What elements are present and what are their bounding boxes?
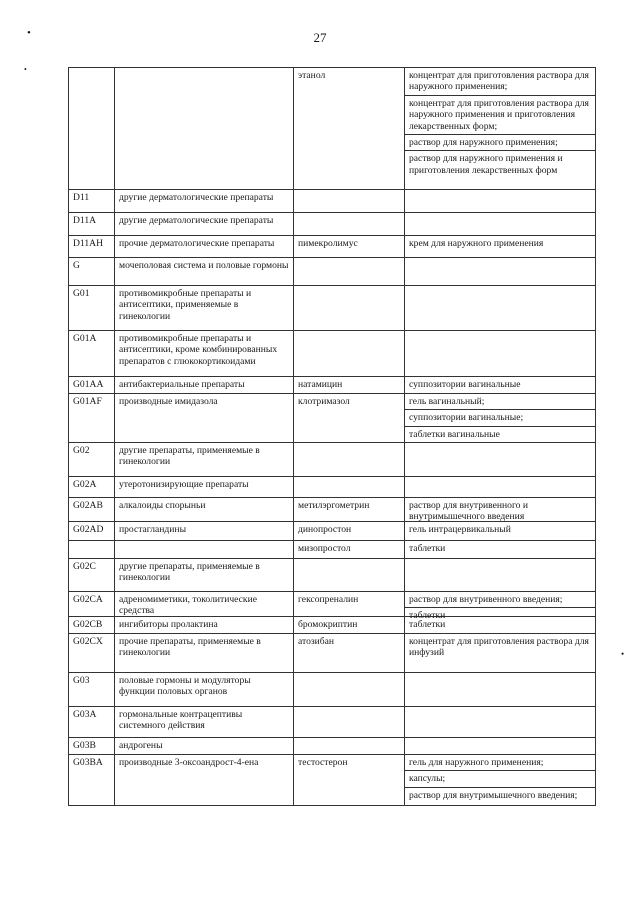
dosage-forms-cell <box>404 617 596 633</box>
group-name-cell: половые гормоны и модуляторы функции половых органов <box>114 673 293 706</box>
substance-cell: динопростон <box>293 522 404 540</box>
dosage-form: таблетки <box>405 607 595 623</box>
dosage-form: раствор для наружного применения; <box>405 134 595 150</box>
dosage-forms-cell <box>404 707 596 737</box>
substance-cell <box>293 190 404 212</box>
table-row <box>68 189 596 212</box>
atc-code-cell: G03A <box>68 707 114 737</box>
atc-code-cell: G <box>68 258 114 285</box>
group-name-cell: противомикробные препараты и антисептики, кроме комбинированных препаратов с глюкокортикоидами <box>114 331 293 376</box>
substance-cell: пимекролимус <box>293 236 404 257</box>
substance-cell <box>293 673 404 706</box>
atc-code-cell: G02 <box>68 443 114 476</box>
group-name-cell: простагландины <box>114 522 293 540</box>
table-row <box>68 67 596 189</box>
dosage-forms-cell <box>404 286 596 330</box>
dosage-form: капсулы; <box>405 770 595 786</box>
dosage-form: гель вагинальный; <box>409 396 485 407</box>
table-row <box>68 376 596 393</box>
atc-code-cell: G02CB <box>68 617 114 633</box>
dosage-form: гель интрацервикальный <box>409 524 511 535</box>
dosage-forms-cell <box>404 477 596 497</box>
drug-classification-table <box>68 67 596 806</box>
dosage-form <box>405 213 595 217</box>
dosage-form: раствор для наружного применения и приготовления лекарственных форм <box>405 150 595 178</box>
atc-code-cell <box>68 68 114 189</box>
group-name-cell: противомикробные препараты и антисептики, применяемые в гинекологии <box>114 286 293 330</box>
table-row <box>68 285 596 330</box>
substance-cell <box>293 258 404 285</box>
dosage-forms-cell <box>404 258 596 285</box>
group-name-cell: андрогены <box>114 738 293 754</box>
page-number: 27 <box>313 30 327 45</box>
table-row <box>68 393 596 442</box>
atc-code-cell: G02A <box>68 477 114 497</box>
table-row <box>68 558 596 591</box>
atc-code-cell: G03B <box>68 738 114 754</box>
dosage-forms-cell <box>404 738 596 754</box>
dosage-forms-cell <box>404 236 596 257</box>
table-row <box>68 330 596 376</box>
dosage-form: суппозитории вагинальные; <box>405 409 595 425</box>
dosage-forms-cell <box>404 673 596 706</box>
atc-code-cell: G02C <box>68 559 114 591</box>
dosage-form: суппозитории вагинальные <box>409 379 521 390</box>
group-name-cell <box>114 68 293 189</box>
dosage-form <box>405 707 595 711</box>
table-row <box>68 476 596 497</box>
dosage-form <box>405 286 595 290</box>
atc-code-cell: G01A <box>68 331 114 376</box>
dosage-forms-cell <box>404 498 596 521</box>
substance-cell <box>293 443 404 476</box>
dosage-forms-cell <box>404 541 596 558</box>
dosage-forms-cell <box>404 331 596 376</box>
dosage-form <box>405 673 595 677</box>
group-name-cell: алкалоиды спорыньи <box>114 498 293 521</box>
substance-cell <box>293 331 404 376</box>
group-name-cell: прочие дерматологические препараты <box>114 236 293 257</box>
group-name-cell: другие препараты, применяемые в гинекологии <box>114 559 293 591</box>
table-row <box>68 633 596 672</box>
group-name-cell <box>114 541 293 558</box>
group-name-cell: другие дерматологические препараты <box>114 213 293 235</box>
dosage-form <box>405 190 595 194</box>
group-name-cell: прочие препараты, применяемые в гинекологии <box>114 634 293 672</box>
substance-cell: мизопростол <box>293 541 404 558</box>
table-row <box>68 616 596 633</box>
margin-mark-right: • <box>621 649 625 659</box>
atc-code-cell: G02CX <box>68 634 114 672</box>
substance-cell: метилэргометрин <box>293 498 404 521</box>
table-row <box>68 754 596 806</box>
table-row <box>68 737 596 754</box>
margin-mark: • <box>24 65 27 74</box>
atc-code-cell: G03BA <box>68 755 114 805</box>
atc-code-cell: G02AD <box>68 522 114 540</box>
dosage-forms-cell <box>404 592 596 622</box>
table-row <box>68 706 596 737</box>
table-row <box>68 257 596 285</box>
dosage-forms-cell <box>404 377 596 393</box>
table-row <box>68 212 596 235</box>
group-name-cell: другие препараты, применяемые в гинекологии <box>114 443 293 476</box>
group-name-cell: мочеполовая система и половые гормоны <box>114 258 293 285</box>
dosage-form: гель для наружного применения; <box>409 757 544 768</box>
table-row <box>68 672 596 706</box>
dosage-form <box>405 477 595 481</box>
dosage-forms-cell <box>404 443 596 476</box>
dosage-form <box>405 258 595 262</box>
table-row <box>68 591 596 622</box>
dosage-form: концентрат для приготовления раствора для наружного применения и приготовления лекарственных форм; <box>405 95 595 134</box>
dosage-form: таблетки вагинальные <box>405 426 595 442</box>
dosage-forms-cell <box>404 213 596 235</box>
atc-code-cell: G02CA <box>68 592 114 616</box>
dosage-form: концентрат для приготовления раствора для инфузий <box>409 636 589 659</box>
substance-cell <box>293 286 404 330</box>
margin-dot: • <box>27 27 31 39</box>
dosage-form: таблетки <box>409 619 446 630</box>
dosage-form <box>405 559 595 563</box>
table-row <box>68 442 596 476</box>
dosage-form <box>405 738 595 742</box>
dosage-form: раствор для внутримышечного введения; <box>405 787 595 803</box>
dosage-form <box>405 443 595 447</box>
substance-cell: натамицин <box>293 377 404 393</box>
substance-cell: клотримазол <box>293 394 404 442</box>
group-name-cell: другие дерматологические препараты <box>114 190 293 212</box>
substance-cell <box>293 477 404 497</box>
group-name-cell: адреномиметики, токолитические средства <box>114 592 293 616</box>
dosage-forms-cell <box>404 755 596 805</box>
table-row <box>68 540 596 558</box>
atc-code-cell: G03 <box>68 673 114 706</box>
dosage-forms-cell <box>404 522 596 540</box>
dosage-form <box>405 331 595 335</box>
substance-cell <box>293 559 404 591</box>
group-name-cell: ингибиторы пролактина <box>114 617 293 633</box>
atc-code-cell: D11 <box>68 190 114 212</box>
substance-cell: тестостерон <box>293 755 404 805</box>
dosage-forms-cell <box>404 190 596 212</box>
atc-code-cell: G01AA <box>68 377 114 393</box>
atc-code-cell: D11A <box>68 213 114 235</box>
substance-cell: атозибан <box>293 634 404 672</box>
substance-cell <box>293 213 404 235</box>
dosage-forms-cell <box>404 394 596 442</box>
group-name-cell: производные имидазола <box>114 394 293 442</box>
atc-code-cell: G02AB <box>68 498 114 521</box>
substance-cell <box>293 738 404 754</box>
table-row <box>68 497 596 521</box>
dosage-form: таблетки <box>409 543 446 554</box>
dosage-form: раствор для внутривенного введения; <box>409 594 563 605</box>
atc-code-cell: G01AF <box>68 394 114 442</box>
dosage-form: концентрат для приготовления раствора для наружного применения; <box>409 70 589 93</box>
substance-cell: гексопреналин <box>293 592 404 616</box>
dosage-form: крем для наружного применения <box>409 238 544 249</box>
substance-cell: бромокриптин <box>293 617 404 633</box>
substance-cell <box>293 707 404 737</box>
group-name-cell: производные 3-оксоандрост-4-ена <box>114 755 293 805</box>
table-row <box>68 235 596 257</box>
atc-code-cell <box>68 541 114 558</box>
dosage-form: раствор для внутривенного и внутримышечного введения <box>409 500 528 523</box>
atc-code-cell: D11AH <box>68 236 114 257</box>
table-row <box>68 521 596 540</box>
dosage-forms-cell <box>404 559 596 591</box>
dosage-forms-cell <box>404 634 596 672</box>
substance-cell: этанол <box>293 68 404 189</box>
group-name-cell: гормональные контрацептивы системного действия <box>114 707 293 737</box>
dosage-forms-cell <box>404 68 596 189</box>
atc-code-cell: G01 <box>68 286 114 330</box>
group-name-cell: антибактериальные препараты <box>114 377 293 393</box>
group-name-cell: утеротонизирующие препараты <box>114 477 293 497</box>
